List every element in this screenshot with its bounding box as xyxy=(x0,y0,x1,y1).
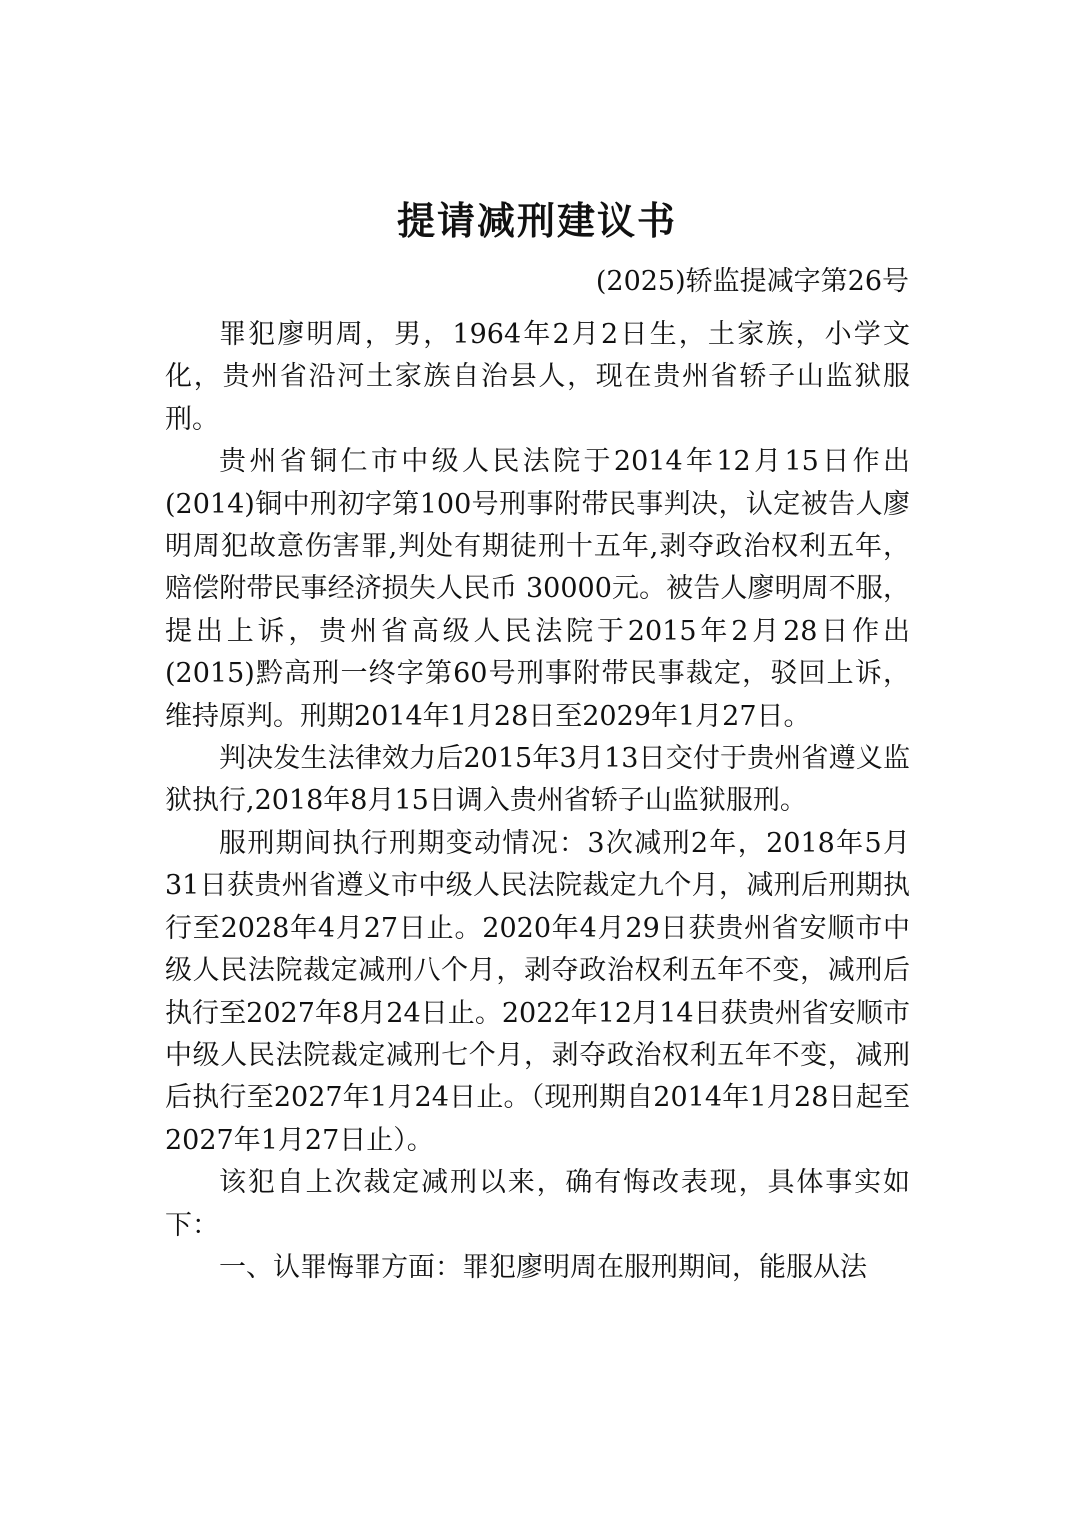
document-body xyxy=(165,314,910,1289)
document-title: 提请减刑建议书 xyxy=(396,199,677,243)
paragraph-offender-info: 罪犯廖明周，男，1964年2月2日生，土家族，小学文化，贵州省沿河土家族自治县人，现在贵州省轿子山监狱服刑。 xyxy=(165,319,910,435)
paragraph-prison-transfer: 判决发生法律效力后2015年3月13日交付于贵州省遵义监狱执行,2018年8月15日调入贵州省轿子山监狱服刑。 xyxy=(165,743,910,817)
paragraph-section-one: 一、认罪悔罪方面：罪犯廖明周在服刑期间，能服从法 xyxy=(219,1251,867,1283)
paragraph-original-judgment: 贵州省铜仁市中级人民法院于2014年12月15日作出(2014)铜中刑初字第100号刑事附带民事判决，认定被告人廖明周犯故意伤害罪,判处有期徒刑十五年,剥夺政治权利五年，赔偿附带民事经济损失人民币 30000元。被告人廖明周不服，提出上诉，贵州省高级人民法院于2015年2月28日作出(2015)黔高刑一终字第60号刑事附带民事裁定，驳回上诉，维持原判。刑期2014年1月28日至2029年1月27日。 xyxy=(165,446,910,732)
paragraph-repentance-intro: 该犯自上次裁定减刑以来，确有悔改表现，具体事实如下： xyxy=(165,1167,910,1241)
paragraph-sentence-changes: 服刑期间执行刑期变动情况：3次减刑2年，2018年5月31日获贵州省遵义市中级人民法院裁定九个月，减刑后刑期执行至2028年4月27日止。2020年4月29日获贵州省安顺市中级人民法院裁定减刑八个月，剥夺政治权利五年不变，减刑后执行至2027年8月24日止。2022年12月14日获贵州省安顺市中级人民法院裁定减刑七个月，剥夺政治权利五年不变，减刑后执行至2027年1月24日止。（现刑期自2014年1月28日起至2027年1月27日止）。 xyxy=(165,827,910,1156)
document-number: (2025)轿监提减字第26号 xyxy=(595,266,909,297)
